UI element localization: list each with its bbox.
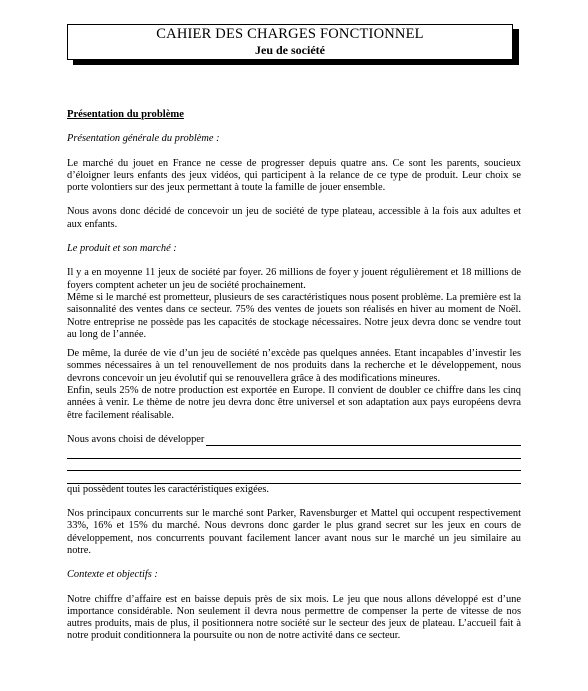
market-paragraph-4: Enfin, seuls 25% de notre production est exportée en Europe. Il convient de doubler ce chiffre dans les cinq années à venir. Le thème de notre jeu devra donc être universel et son adaptation aux pays européens devra être facilement réalisable. xyxy=(67,385,521,421)
general-heading: Présentation générale du problème : xyxy=(67,133,220,145)
market-paragraph-1: Il y a en moyenne 11 jeux de société par foyer. 26 millions de foyer y jouent régulièrement et 18 millions de foyers comptent acheter un jeu de société prochainement. xyxy=(67,267,521,291)
document-body xyxy=(67,109,521,643)
context-heading: Contexte et objectifs : xyxy=(67,569,158,581)
market-paragraph-2: Même si le marché est prometteur, plusieurs de ses caractéristiques nous posent problème. La première est la saisonnalité des ventes dans ce secteur. 75% des ventes de jouets son réalisés en hiver au moment de Noël. Notre entreprise ne possède pas les capacités de stockage nécessaires. Notre jeux devra donc se vendre tout au long de l’année. xyxy=(67,291,521,340)
document-subtitle: Jeu de société xyxy=(255,43,325,57)
choice-row xyxy=(67,434,521,446)
choice-suffix: qui possèdent toutes les caractéristiques exigées. xyxy=(67,483,269,495)
general-paragraph-1: Le marché du jouet en France ne cesse de progresser depuis quatre ans. Ce sont les parents, soucieux d’éloigner leurs enfants des jeux vidéos, qui participent à la relance de ce type de produit. Leur choix se porte volontiers sur des jeux permettant à toute la famille de jouer ensemble. xyxy=(67,157,521,194)
context-paragraph-1: Notre chiffre d’affaire est en baisse depuis près de six mois. Le jeu que nous allons développé est d’une importance considérable. Non seulement il devra nous permettre de compenser la perte de vitesse de nos autres produits, mais de plus, il positionnera notre société sur le secteur des jeux de plateau. L’accueil fait à notre produit conditionnera la poursuite ou non de notre activité dans ce secteur. xyxy=(67,593,521,642)
answer-line[interactable] xyxy=(67,446,521,459)
choice-label: Nous avons choisi de développer xyxy=(67,433,205,445)
title-box xyxy=(67,24,513,60)
answer-line[interactable] xyxy=(67,459,521,472)
market-paragraph-3: De même, la durée de vie d’un jeu de société n’excède pas quelques années. Etant incapables d’investir les sommes nécessaires à un tel renouvellement de nos produits dans la recherche et le développement, nous devrons concevoir un jeu évolutif qui se renouvellera grâce à des modifications mineures. xyxy=(67,348,521,384)
general-paragraph-2: Nous avons donc décidé de concevoir un jeu de société de type plateau, accessible à la fois aux adultes et aux enfants. xyxy=(67,206,521,230)
competitors-paragraph: Nos principaux concurrents sur le marché sont Parker, Ravensburger et Mattel qui occupent respectivement 33%, 16% et 15% du marché. Nous devrons donc garder le plus grand secret sur les jeux en cours de développement, nos concurrents pouvant facilement lancer avant nous sur le marché un jeu similaire au notre. xyxy=(67,508,521,556)
choice-answer-line[interactable] xyxy=(206,436,521,446)
market-heading: Le produit et son marché : xyxy=(67,243,177,255)
document-title: CAHIER DES CHARGES FONCTIONNEL xyxy=(156,26,424,42)
answer-line[interactable] xyxy=(67,471,521,484)
section-title: Présentation du problème xyxy=(67,109,184,120)
